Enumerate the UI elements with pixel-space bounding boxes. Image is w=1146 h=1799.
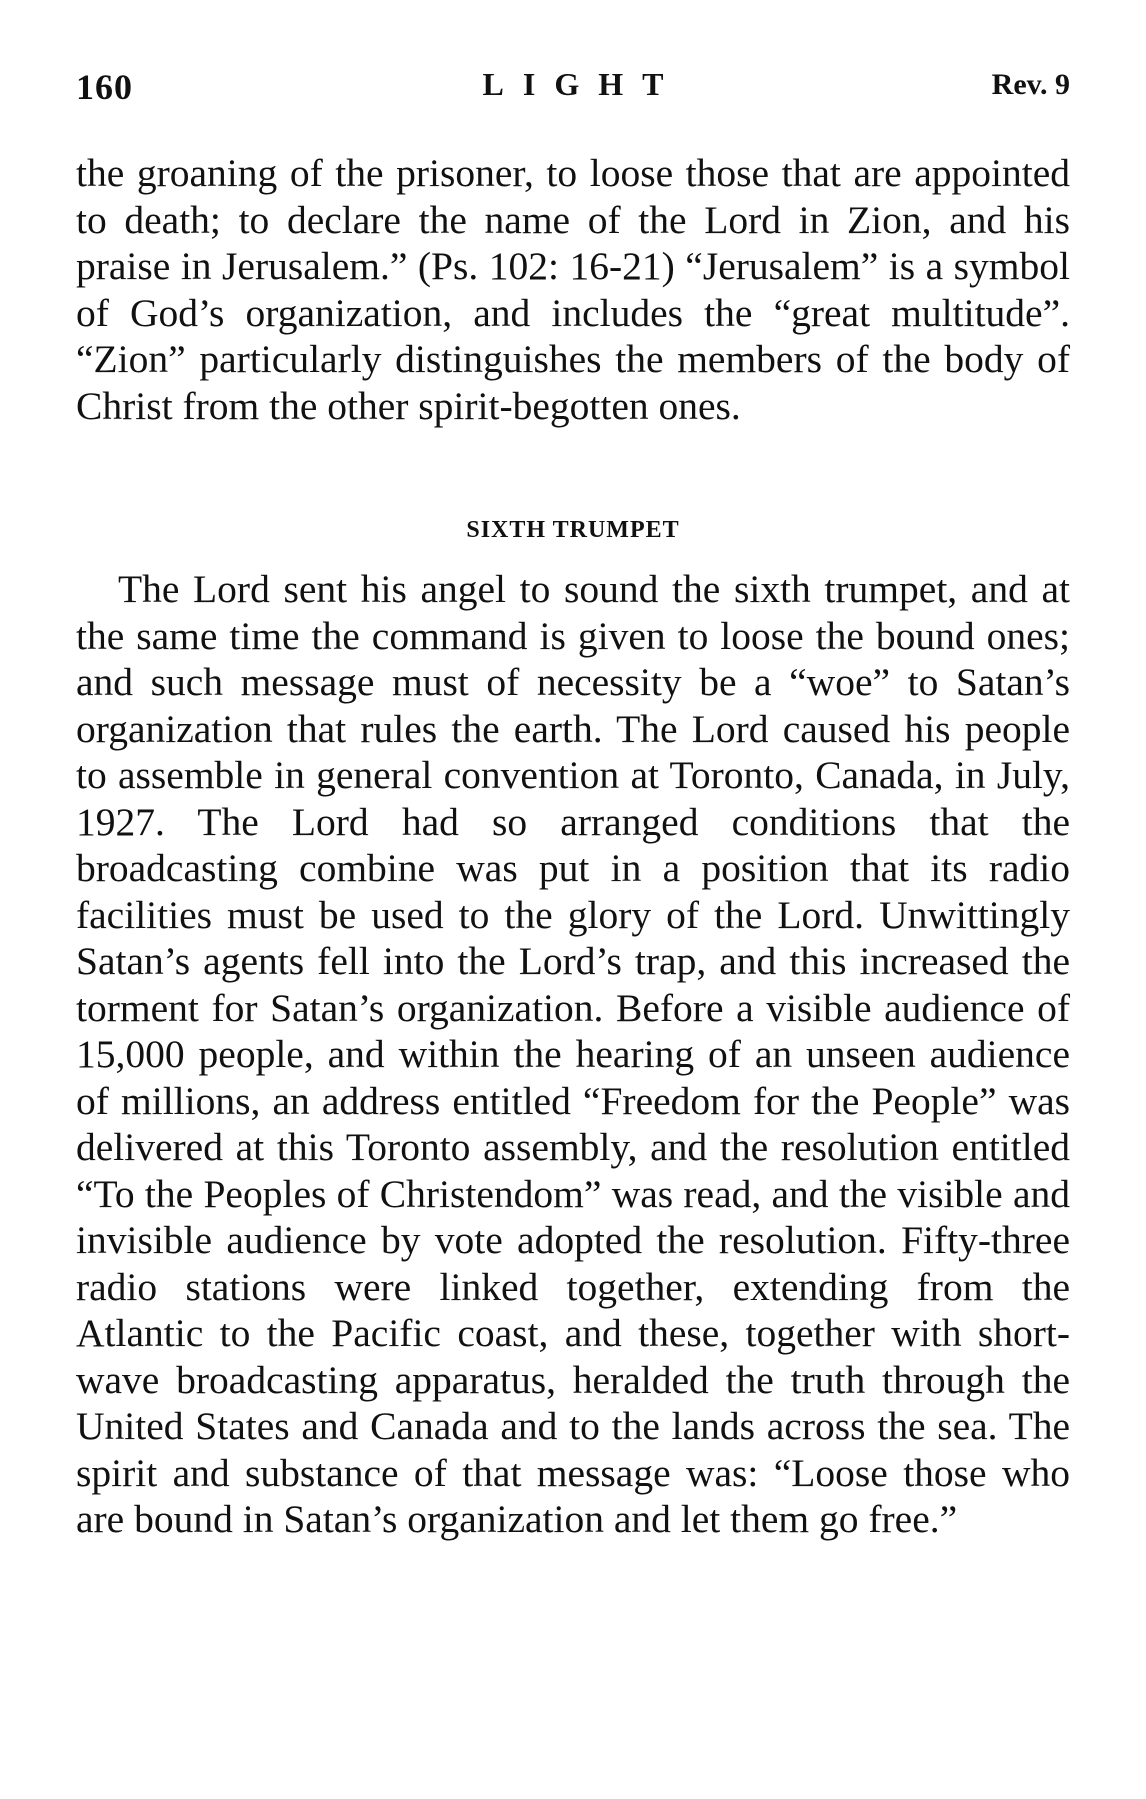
section-heading: SIXTH TRUMPET xyxy=(466,517,680,543)
chapter-reference: Rev. 9 xyxy=(991,68,1070,101)
running-head xyxy=(76,66,1070,116)
running-title: LIGHT xyxy=(482,66,683,102)
page-number: 160 xyxy=(76,67,133,107)
continued-paragraph: the groaning of the prisoner, to loose those that are appointed to death; to declare the name of the Lord in Zion, and his praise in Jerusalem.” (Ps. 102: 16-21) “Jerusalem” is a symbol of God’s organization, and includes the “great multitude”. “Zion” particularly distinguishes the members of the body of Christ from the other spirit-begotten ones. xyxy=(76,151,1070,428)
section-paragraph: The Lord sent his angel to sound the sixth trumpet, and at the same time the command is given to loose the bound ones; and such message must of necessity be a “woe” to Satan’s organization that rules the earth. The Lord caused his people to assemble in general convention at Toronto, Canada, in July, 1927. The Lord had so arranged conditions that the broadcasting combine was put in a position that its radio facilities must be used to the glory of the Lord. Unwittingly Satan’s agents fell into the Lord’s trap, and this increased the torment for Satan’s organization. Before a visible audience of 15,000 people, and within the hearing of an unseen audience of millions, an address entitled “Freedom for the People” was delivered at this Toronto assembly, and the resolution entitled “To the Peoples of Christendom” was read, and the visible and invisible audience by vote adopted the resolution. Fifty-three radio stations were linked together, extending from the Atlantic to the Pacific coast, and these, together with short-wave broadcasting apparatus, heralded the truth through the United States and Canada and to the lands across the sea. The spirit and substance of that message was: “Loose those who are bound in Satan’s organization and let them go free.” xyxy=(76,567,1070,1541)
